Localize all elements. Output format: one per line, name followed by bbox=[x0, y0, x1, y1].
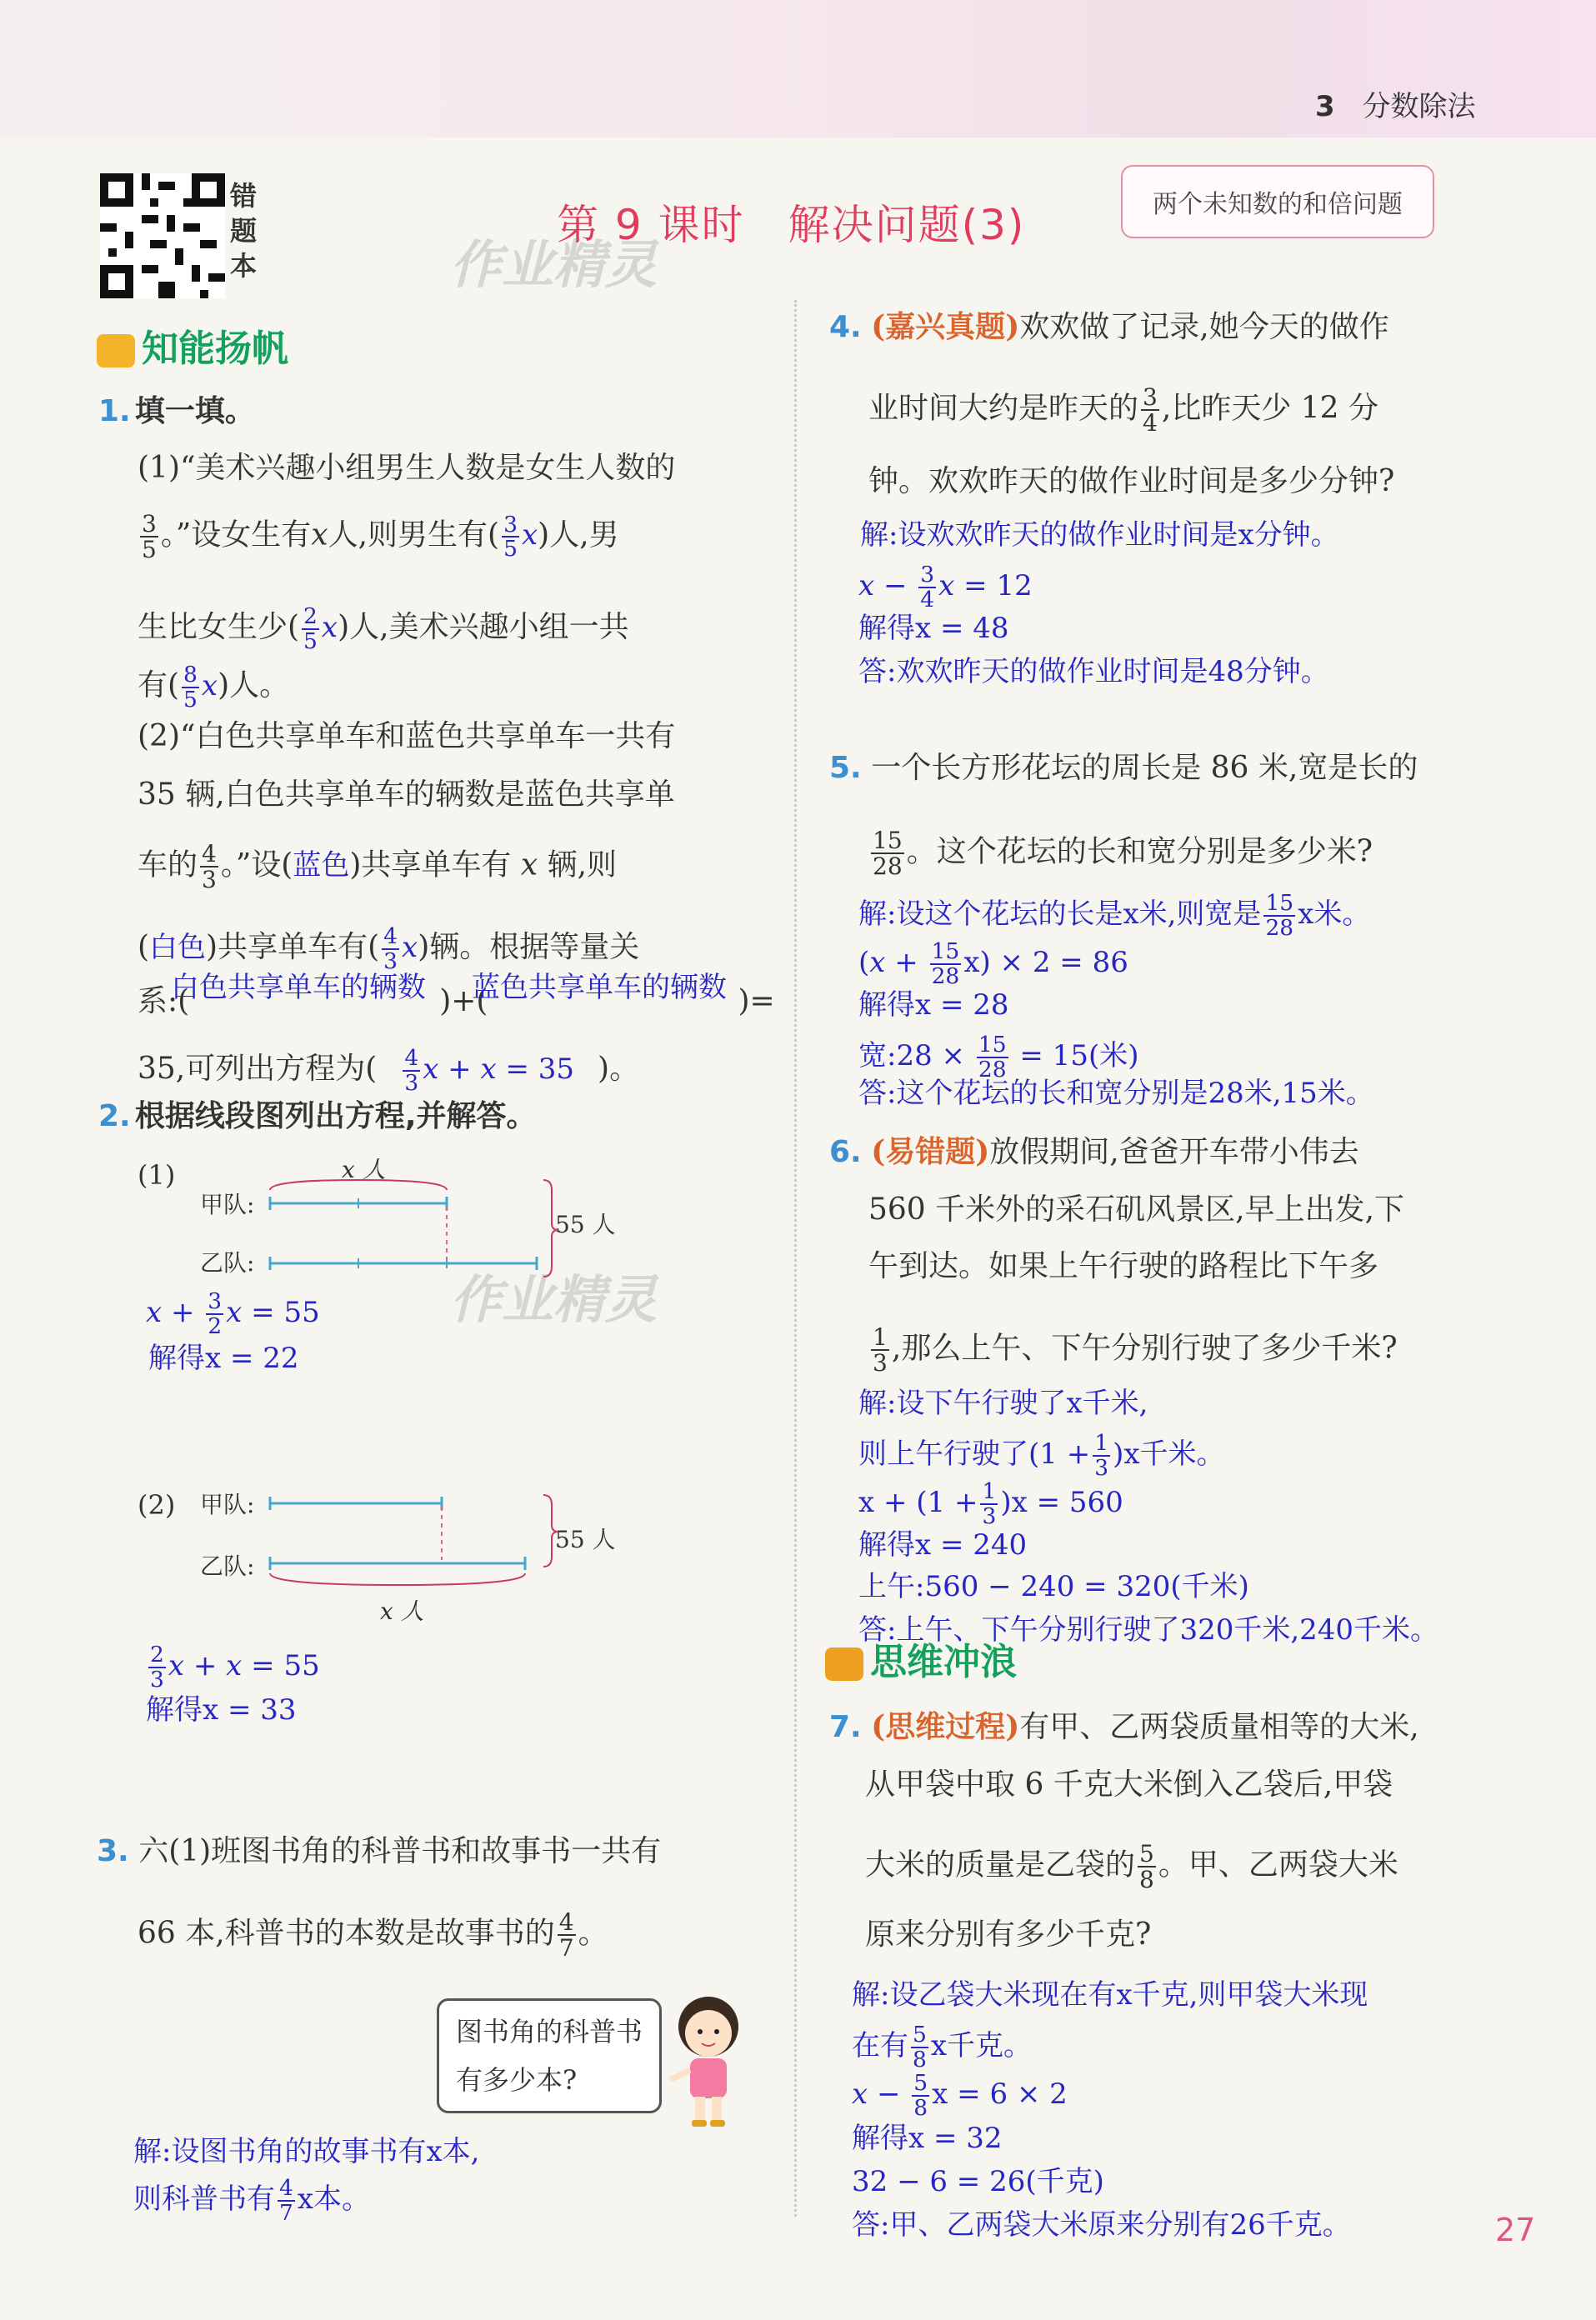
q6-line: $\frac{1}{3}$ ,那么上午、下午分别行驶了多少千米? bbox=[873, 1323, 1398, 1378]
chapter-number: 3 bbox=[1315, 90, 1335, 123]
answer-equation: $\frac{2}{3}$ x + x = 55 bbox=[150, 1642, 320, 1692]
question-title: 根据线段图列出方程,并解答。 bbox=[134, 1099, 537, 1133]
q7-line: 大米的质量是乙袋的 $\frac{5}{8}$ 。甲、乙两袋大米 bbox=[865, 1840, 1398, 1894]
answer-solution: 解得x = 33 bbox=[146, 1693, 297, 1727]
answer-equation: x − $\frac{3}{4}$ x = 12 bbox=[858, 562, 1033, 612]
answer-solution: 解得x = 240 bbox=[858, 1528, 1028, 1562]
chapter-title: 分数除法 bbox=[1362, 90, 1476, 123]
question-1-heading bbox=[98, 393, 255, 430]
total-label: 55 人 bbox=[555, 1211, 616, 1238]
q3-line: 3. 六(1)班图书角的科普书和故事书一共有 bbox=[97, 1834, 662, 1868]
team-b-label: 乙队: bbox=[200, 1249, 255, 1277]
answer-text: 蓝色共享单车的辆数 bbox=[472, 971, 727, 1004]
line-diagram-2 bbox=[267, 1490, 558, 1598]
q1-line: (白色)共享单车有( $\frac{4}{3}$ x)辆。根据等量关 bbox=[138, 923, 640, 974]
answer-text: 则上午行驶了(1 + $\frac{1}{3}$ )x千米。 bbox=[858, 1430, 1225, 1481]
total-label: 55 人 bbox=[555, 1526, 616, 1553]
lesson-tag: 两个未知数的和倍问题 bbox=[1121, 165, 1434, 238]
answer-text: 白色共享单车的辆数 bbox=[171, 971, 426, 1004]
watermark: 作业精灵 bbox=[450, 234, 658, 295]
q3-line: 66 本,科普书的本数是故事书的 $\frac{4}{7}$ 。 bbox=[138, 1908, 608, 1962]
question-2-heading bbox=[98, 1098, 537, 1135]
answer-text: 宽:28 × $\frac{15}{28}$ = 15(米) bbox=[858, 1032, 1139, 1082]
segment-label: x 人 bbox=[342, 1156, 386, 1183]
q1-line: (2)“白色共享单车和蓝色共享单车一共有 bbox=[138, 719, 676, 753]
answer-text: 答:上午、下午分别行驶了320千米,240千米。 bbox=[858, 1613, 1439, 1647]
qr-block[interactable] bbox=[100, 173, 225, 302]
section-label: 知能扬帆 bbox=[142, 328, 288, 370]
line-diagram-1 bbox=[267, 1173, 558, 1282]
answer-text: 答:欢欢昨天的做作业时间是48分钟。 bbox=[858, 655, 1329, 688]
wave-icon bbox=[825, 1648, 863, 1681]
answer-text: 上午:560 − 240 = 320(千米) bbox=[858, 1570, 1249, 1603]
qr-label: 错题本 bbox=[230, 180, 258, 282]
answer-text: 在有 $\frac{5}{8}$ x千克。 bbox=[852, 2022, 1033, 2072]
qr-code-icon[interactable] bbox=[100, 173, 225, 298]
q1-line: 35,可列出方程为( $\frac{4}{3}$ x + x = 35 )。 bbox=[138, 1045, 640, 1096]
diagram-label: (2) bbox=[138, 1489, 176, 1521]
girl-cartoon-icon bbox=[658, 1990, 758, 2132]
answer-text: 解:设图书角的故事书有x本, bbox=[133, 2135, 480, 2168]
team-b-label: 乙队: bbox=[200, 1552, 255, 1580]
page-number: 27 bbox=[1495, 2212, 1536, 2248]
question-title: 填一填。 bbox=[134, 394, 255, 428]
question-number: 2. bbox=[98, 1099, 131, 1133]
answer-text: 解:设下午行驶了x千米, bbox=[858, 1387, 1148, 1420]
q5-line: 5. 一个长方形花坛的周长是 86 米,宽是长的 bbox=[829, 751, 1418, 785]
answer-text: 答:这个花坛的长和宽分别是28米,15米。 bbox=[858, 1077, 1374, 1110]
q1-line: 有( $\frac{8}{5}$ x)人。 bbox=[138, 662, 290, 712]
diagram-label: (1) bbox=[138, 1159, 176, 1191]
q5-line: $\frac{15}{28}$ 。这个花坛的长和宽分别是多少米? bbox=[873, 827, 1373, 881]
team-a-label: 甲队: bbox=[200, 1491, 255, 1518]
question-number: 1. bbox=[98, 394, 131, 428]
answer-text: 则科普书有 $\frac{4}{7}$ x本。 bbox=[133, 2175, 371, 2226]
column-divider bbox=[794, 300, 797, 2217]
q6-line: 560 千米外的采石矶风景区,早上出发,下 bbox=[868, 1192, 1405, 1227]
q1-line: 车的 $\frac{4}{3}$ 。”设(蓝色)共享单车有 x 辆,则 bbox=[138, 840, 618, 894]
answer-text: 32 − 6 = 26(千克) bbox=[852, 2165, 1104, 2198]
lesson-title: 第 9 课时 解决问题(3) bbox=[557, 201, 1026, 249]
answer-equation: (x + $\frac{15}{28}$ x) × 2 = 86 bbox=[858, 938, 1128, 989]
q1-line: 生比女生少( $\frac{2}{5}$ x)人,美术兴趣小组一共 bbox=[138, 603, 629, 654]
answer-equation: x + (1 + $\frac{1}{3}$ )x = 560 bbox=[858, 1478, 1123, 1529]
q4-line: 4. (嘉兴真题)欢欢做了记录,她今天的做作 bbox=[829, 309, 1389, 344]
q1-line: 系:( )+( )= bbox=[138, 984, 775, 1018]
answer-solution: 解得x = 32 bbox=[852, 2122, 1003, 2155]
q1-line: $\frac{3}{5}$ 。”设女生有x人,则男生有( $\frac{3}{5}$ x)人,男 bbox=[142, 510, 619, 564]
answer-solution: 解得x = 22 bbox=[148, 1342, 299, 1375]
answer-text: 解:设欢欢昨天的做作业时间是x分钟。 bbox=[860, 518, 1339, 552]
q7-line: 原来分别有多少千克? bbox=[865, 1918, 1152, 1952]
chapter-header bbox=[1315, 83, 1475, 124]
sail-icon bbox=[97, 334, 135, 368]
q7-line: 7. (思维过程)有甲、乙两袋质量相等的大米, bbox=[829, 1709, 1419, 1744]
q4-line: 业时间大约是昨天的 $\frac{3}{4}$ ,比昨天少 12 分 bbox=[868, 383, 1379, 438]
answer-text: 解:设这个花坛的长是x米,则宽是 $\frac{15}{28}$ x米。 bbox=[858, 890, 1371, 941]
answer-solution: 解得x = 28 bbox=[858, 988, 1009, 1022]
answer-text: 答:甲、乙两袋大米原来分别有26千克。 bbox=[852, 2208, 1351, 2242]
section-heading-1 bbox=[97, 318, 288, 372]
answer-solution: 解得x = 48 bbox=[858, 612, 1009, 645]
q4-line: 钟。欢欢昨天的做作业时间是多少分钟? bbox=[868, 464, 1395, 498]
watermark: 作业精灵 bbox=[450, 1269, 658, 1330]
q1-line: 35 辆,白色共享单车的辆数是蓝色共享单 bbox=[138, 778, 675, 812]
q6-line: 午到达。如果上午行驶的路程比下午多 bbox=[868, 1249, 1379, 1283]
section-label: 思维冲浪 bbox=[870, 1641, 1017, 1683]
team-a-label: 甲队: bbox=[200, 1191, 255, 1218]
q6-line: 6. (易错题)放假期间,爸爸开车带小伟去 bbox=[829, 1134, 1359, 1169]
speech-bubble: 图书角的科普书 有多少本? bbox=[437, 1998, 662, 2113]
q1-line: (1)“美术兴趣小组男生人数是女生人数的 bbox=[138, 451, 676, 485]
answer-text: 解:设乙袋大米现在有x千克,则甲袋大米现 bbox=[852, 1978, 1368, 2012]
answer-equation: x − $\frac{5}{8}$ x = 6 × 2 bbox=[852, 2070, 1068, 2121]
section-heading-2 bbox=[825, 1632, 1017, 1685]
answer-equation: x + $\frac{3}{2}$ x = 55 bbox=[146, 1288, 320, 1339]
q7-line: 从甲袋中取 6 千克大米倒入乙袋后,甲袋 bbox=[865, 1768, 1393, 1802]
segment-label: x 人 bbox=[380, 1598, 424, 1625]
